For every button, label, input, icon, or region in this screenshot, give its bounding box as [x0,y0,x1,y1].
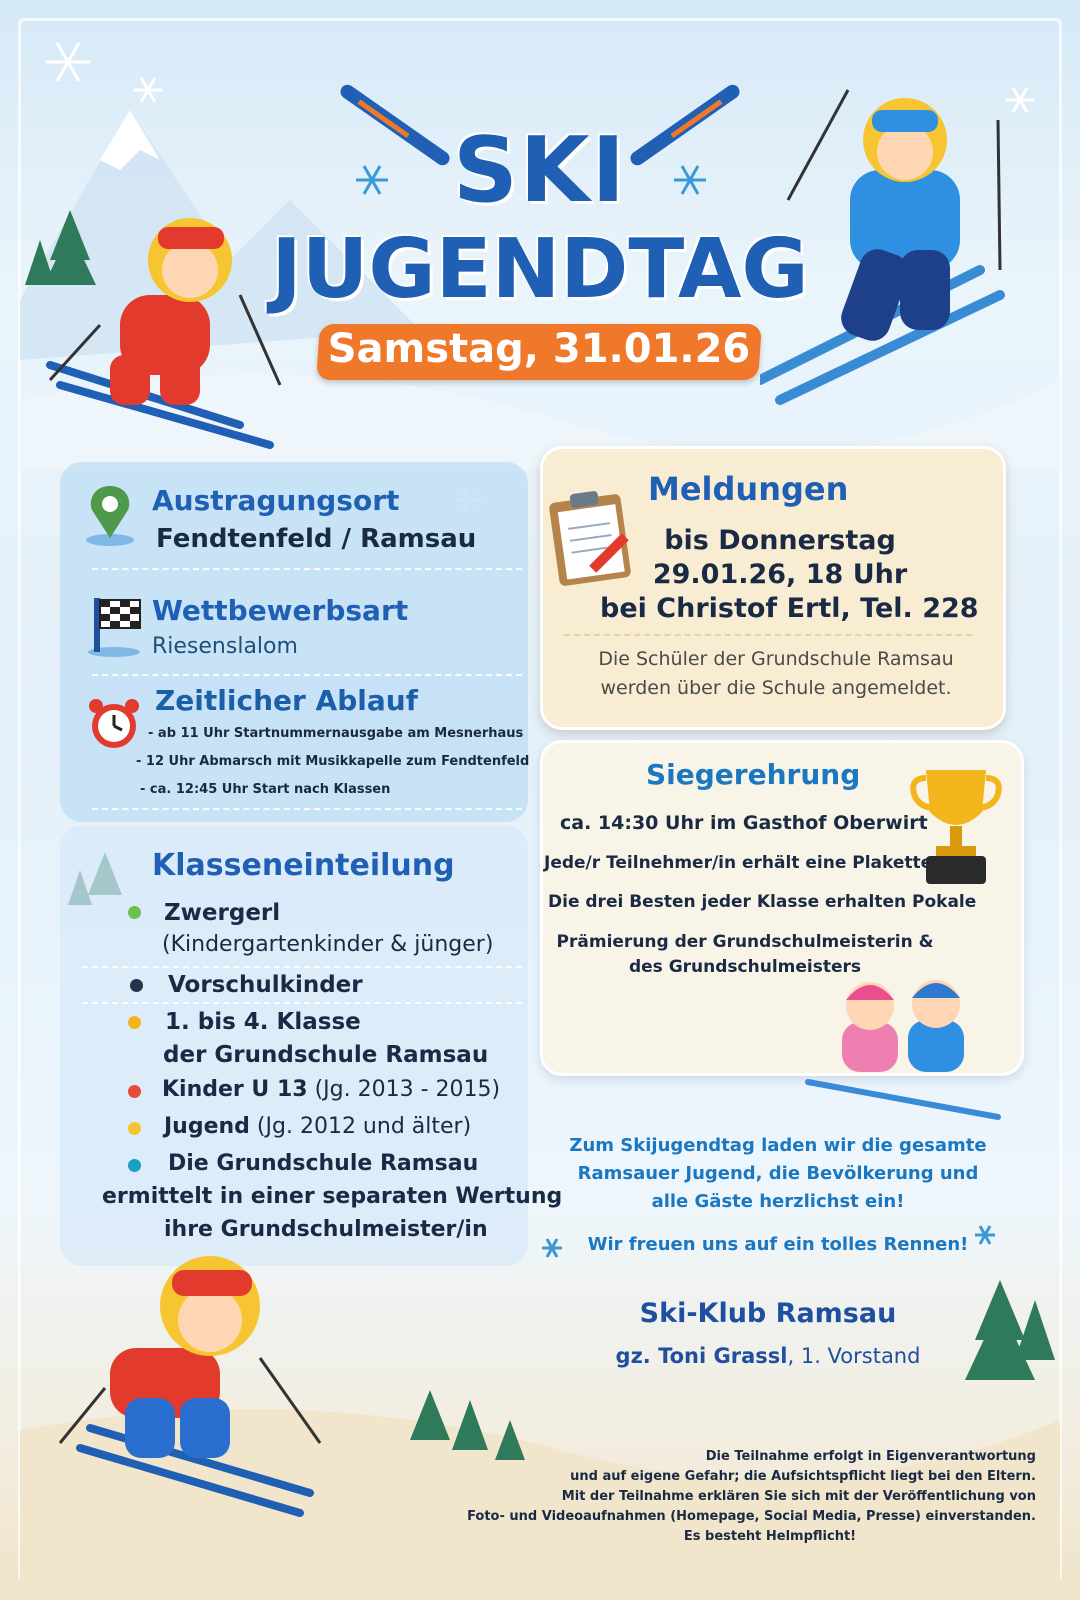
disclaimer-line5: Es besteht Helmpflicht! [683,1529,857,1544]
bullet-gold [128,1122,141,1135]
wertung-line1: Die Grundschule Ramsau [168,1151,479,1176]
disclaimer-line3: Mit der Teilnahme erklären Sie sich mit der Veröffentlichung von [561,1489,1036,1504]
divider [92,568,522,570]
club-signature-role: , 1. Vorstand [787,1344,921,1368]
ablauf-item: - ca. 12:45 Uhr Start nach Klassen [140,782,391,797]
klasse-u13-label: Kinder U 13 [162,1077,308,1102]
klasse-zwergerl: Zwergerl [164,900,281,926]
klasse-jugend [164,1114,471,1139]
club-name: Ski-Klub Ramsau [639,1298,897,1329]
ablauf-item: - 12 Uhr Abmarsch mit Musikkapelle zum Fendtenfeld [136,754,530,769]
sieger-line1: Jede/r Teilnehmer/in erhält eine Plakette [544,853,933,873]
austragungsort-heading: Austragungsort [152,484,400,517]
meldungen-note2: werden über die Schule angemeldet. [600,677,952,699]
invite-line4: Wir freuen uns auf ein tolles Rennen! [587,1234,969,1255]
meldungen-line2: 29.01.26, 18 Uhr [652,559,908,590]
klassen-heading: Klasseneinteilung [152,848,455,883]
skier-bottom-illustration [50,1248,330,1518]
sieger-line3: Prämierung der Grundschulmeisterin & [556,932,934,952]
title-line1: SKI [452,118,628,223]
bullet-red [128,1085,141,1098]
club-signature [540,1344,996,1368]
divider [82,1002,522,1004]
wettbewerbsart-heading: Wettbewerbsart [152,594,409,627]
title-line2: JUGENDTAG [271,222,809,317]
ablauf-item: - ab 11 Uhr Startnummernausgabe am Mesnerhaus [148,726,524,741]
invite-line3: alle Gäste herzlichst ein! [651,1191,905,1212]
sieger-time: ca. 14:30 Uhr im Gasthof Oberwirt [560,812,928,834]
disclaimer-line1: Die Teilnahme erfolgt in Eigenverantwortung [705,1449,1036,1464]
club-signature-name: gz. Toni Grassl [615,1344,788,1368]
klasse-jugend-label: Jugend [164,1114,250,1139]
location-pin-icon [82,484,138,548]
klasse-grundschule: 1. bis 4. Klasse [165,1009,361,1035]
sieger-line4: des Grundschulmeisters [628,957,862,977]
wettbewerbsart-value: Riesenslalom [152,634,298,659]
checkered-flag-icon [86,592,146,658]
bullet-green [128,906,141,919]
invite-line1: Zum Skijugendtag laden wir die gesamte [569,1135,987,1156]
bullet-navy [130,979,143,992]
klasse-u13-years: (Jg. 2013 - 2015) [307,1077,501,1102]
bullet-yellow [128,1016,141,1029]
klasse-jugend-years: (Jg. 2012 und älter) [249,1114,472,1139]
meldungen-line1: bis Donnerstag [664,525,896,556]
meldungen-line3: bei Christof Ertl, Tel. 228 [600,593,979,624]
klasse-zwergerl-sub: (Kindergartenkinder & jünger) [162,932,494,957]
event-date: Samstag, 31.01.26 [327,326,751,372]
disclaimer-line2: und auf eigene Gefahr; die Aufsichtspflicht liegt bei den Eltern. [570,1469,1036,1484]
klasse-u13 [162,1077,500,1102]
divider [564,634,972,636]
divider [92,674,522,676]
bullet-teal [128,1159,141,1172]
invite-line2: Ramsauer Jugend, die Bevölkerung und [577,1163,979,1184]
sieger-line2: Die drei Besten jeder Klasse erhalten Pokale [548,892,977,912]
klasse-grundschule-sub: der Grundschule Ramsau [163,1042,489,1068]
divider [82,966,522,968]
klasse-vorschul: Vorschulkinder [168,972,363,998]
disclaimer-line4: Foto- und Videoaufnahmen (Homepage, Social Media, Presse) einverstanden. [467,1509,1036,1524]
sieger-heading: Siegerehrung [646,758,861,791]
ablauf-heading: Zeitlicher Ablauf [155,684,418,717]
alarm-clock-icon [84,694,144,754]
meldungen-heading: Meldungen [648,470,849,508]
wertung-line3: ihre Grundschulmeister/in [164,1217,488,1242]
kids-skiing-illustration [798,962,1008,1122]
austragungsort-value: Fendtenfeld / Ramsau [156,524,477,554]
meldungen-note1: Die Schüler der Grundschule Ramsau [598,648,954,670]
wertung-line2: ermittelt in einer separaten Wertung [102,1184,563,1209]
divider [92,808,522,810]
